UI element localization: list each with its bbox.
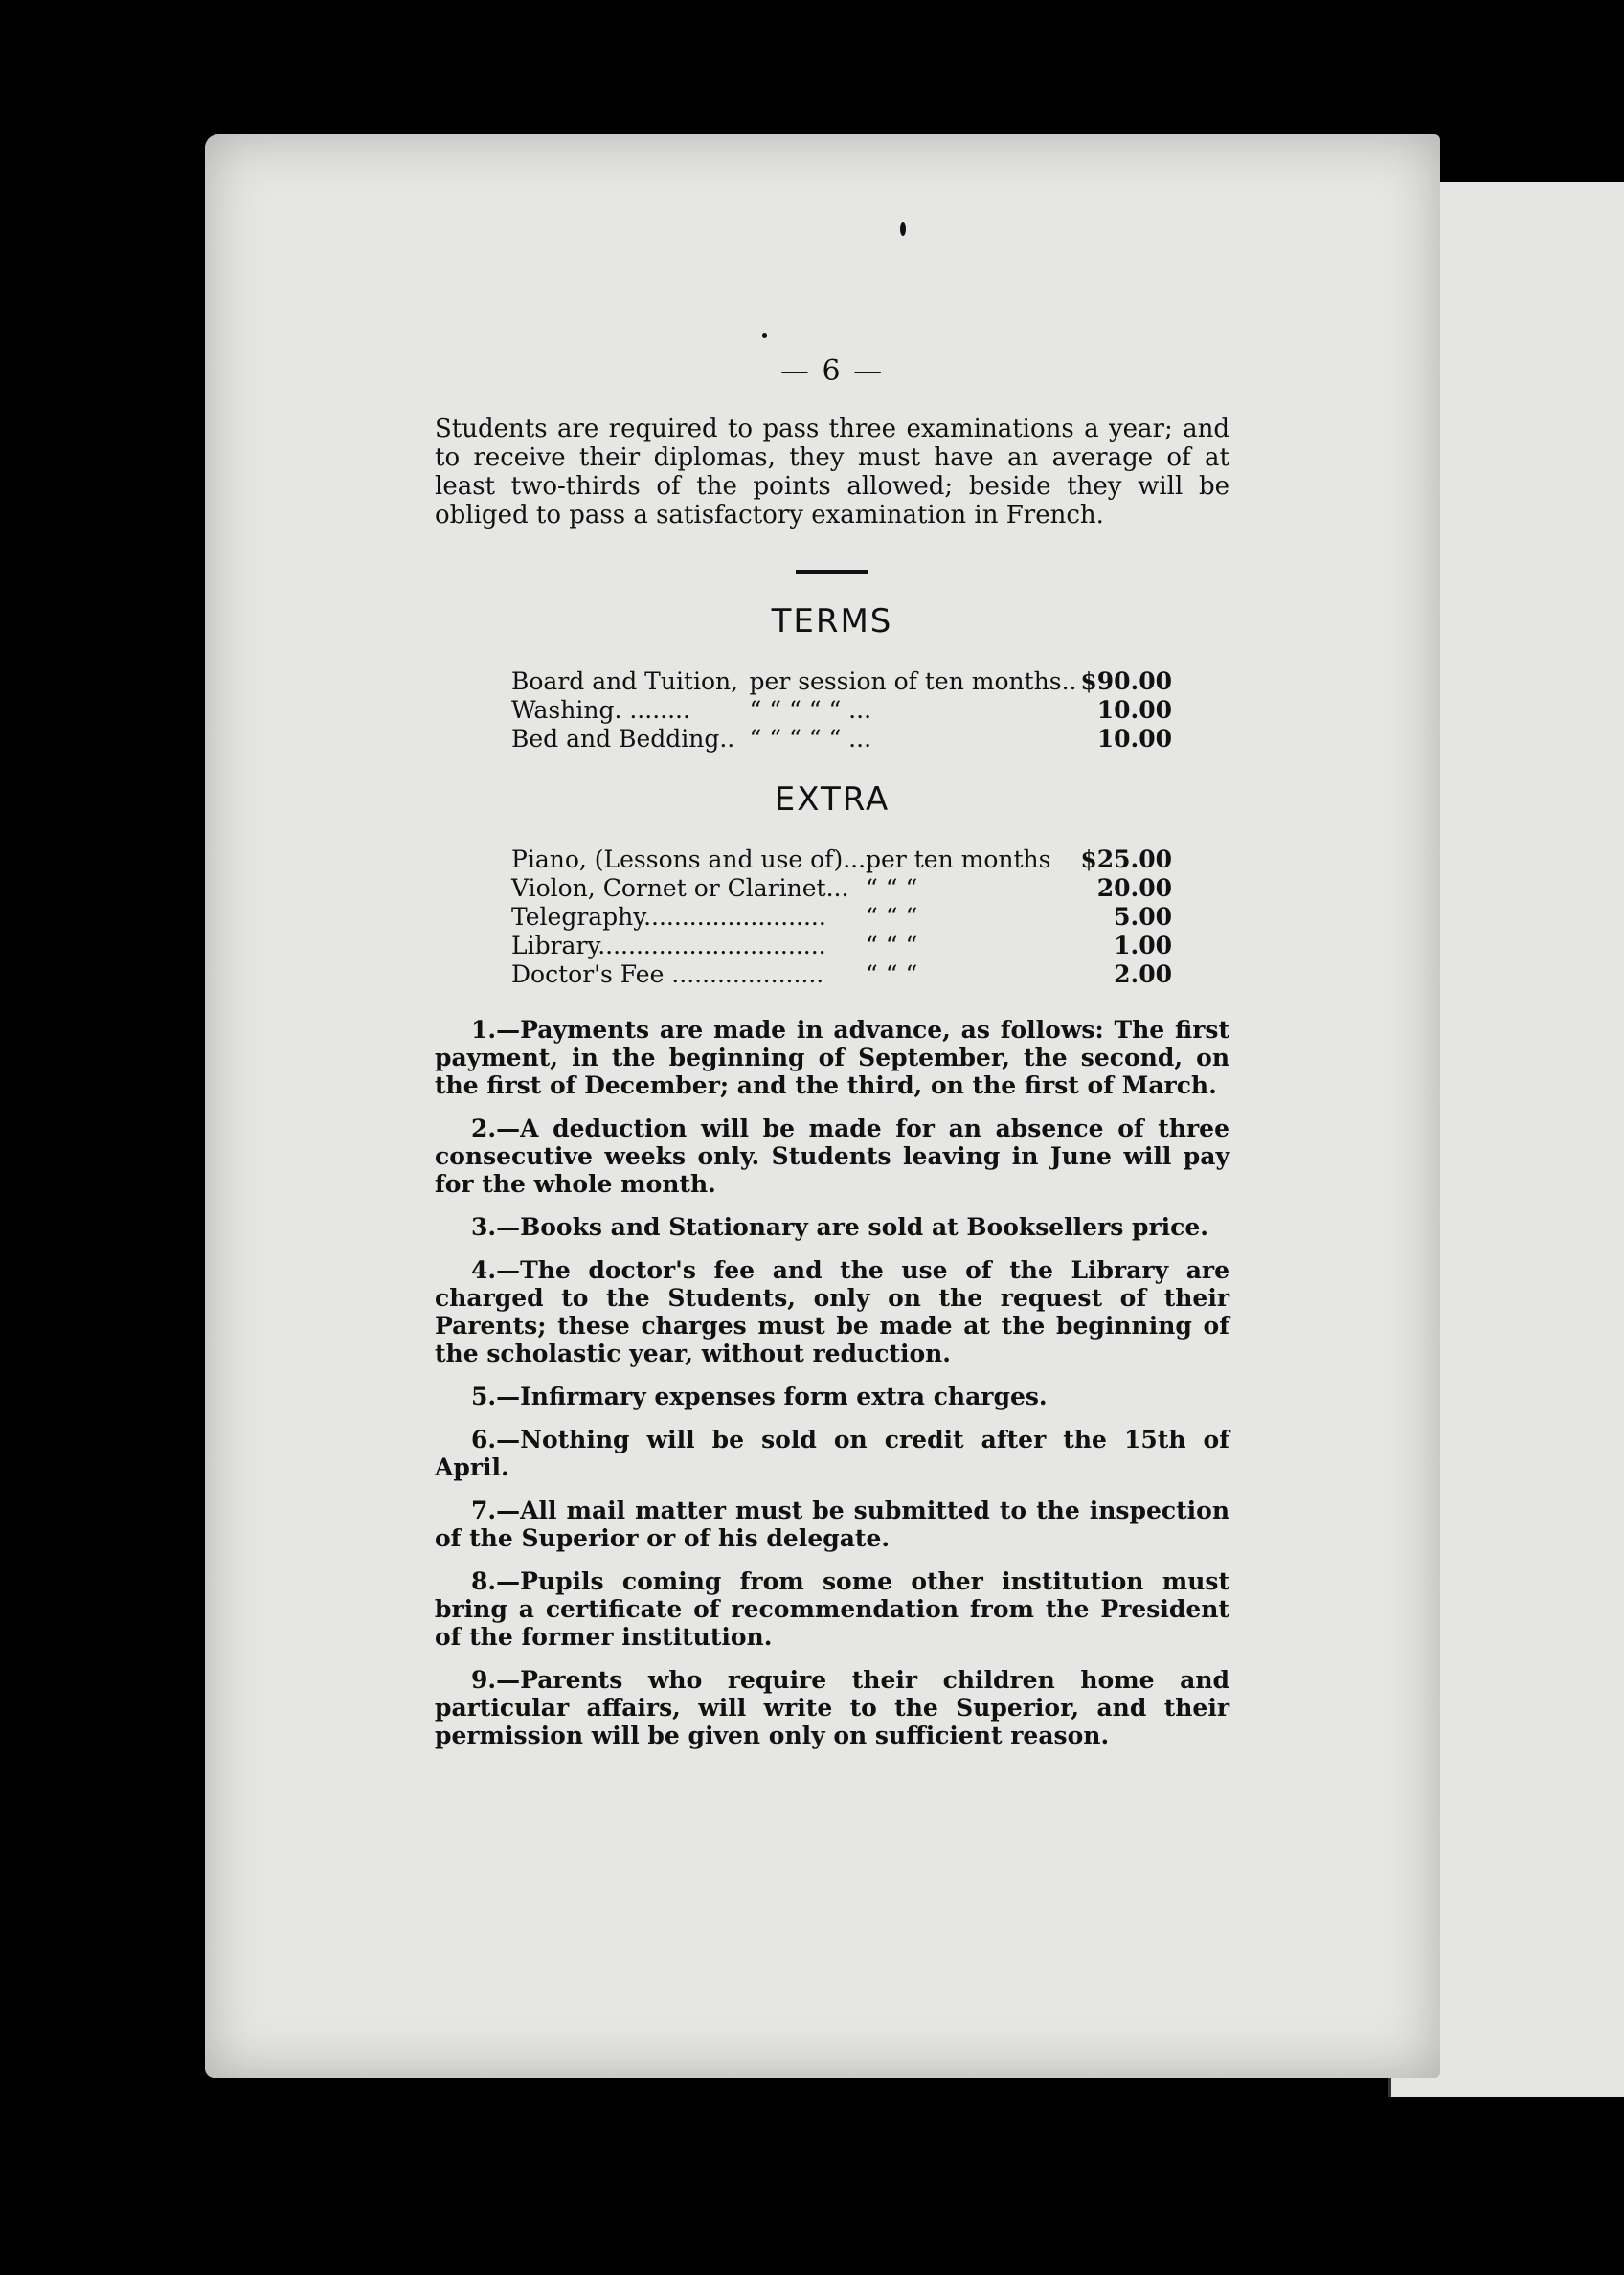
fee-item: Washing. ........ <box>511 696 690 724</box>
fee-item: Piano, (Lessons and use of)... <box>511 845 867 873</box>
table-row <box>511 667 1172 696</box>
ink-speck <box>762 333 767 338</box>
fee-amount: 10.00 <box>1096 696 1172 724</box>
terms-table <box>511 667 1172 754</box>
list-item: 9.—Parents who require their children home and particular affairs, will write to the Superior, and their permission will be given only on sufficient reason. <box>435 1666 1229 1749</box>
list-item: 7.—All mail matter must be submitted to the inspection of the Superior or of his delegate. <box>435 1497 1229 1552</box>
list-item: 2.—A deduction will be made for an absence of three consecutive weeks only. Students leaving in June will pay for the whole month. <box>435 1115 1229 1198</box>
table-row <box>511 725 1172 754</box>
fee-amount: 20.00 <box>1096 874 1172 902</box>
extra-heading: EXTRA <box>774 780 891 819</box>
fee-period: “ “ “ <box>866 874 918 902</box>
list-item: 6.—Nothing will be sold on credit after the 15th of April. <box>435 1426 1229 1481</box>
fee-period: per session of ten months.. <box>749 667 1077 695</box>
fee-amount: 1.00 <box>1114 932 1172 959</box>
fee-amount: 10.00 <box>1096 725 1172 753</box>
list-item: 1.—Payments are made in advance, as follows: The first payment, in the beginning of September, the second, on the first of December; and the third, on the first of March. <box>435 1016 1229 1099</box>
fee-item: Bed and Bedding.. <box>511 725 735 753</box>
fee-period: “ “ “ <box>866 932 918 959</box>
list-item: 3.—Books and Stationary are sold at Booksellers price. <box>471 1213 1209 1241</box>
list-item: 5.—Infirmary expenses form extra charges. <box>471 1383 1048 1410</box>
list-item: 4.—The doctor's fee and the use of the Library are charged to the Students, only on the request of their Parents; these charges must be made at the beginning of the scholastic year, without reduction. <box>435 1256 1229 1367</box>
terms-heading: TERMS <box>771 602 893 641</box>
table-row <box>511 903 1172 932</box>
fee-amount: 2.00 <box>1114 960 1172 988</box>
fee-period: “ “ “ “ “ ... <box>749 725 872 753</box>
table-row <box>511 932 1172 960</box>
ink-speck <box>900 222 906 236</box>
table-row <box>511 960 1172 989</box>
intro-paragraph: Students are required to pass three examinations a year; and to receive their diplomas, they must have an average of at least two-thirds of the points allowed; beside they will be obliged to pass a satisfactory examination in French. <box>435 415 1229 529</box>
extra-table <box>511 845 1172 989</box>
fee-amount: $90.00 <box>1080 667 1172 695</box>
list-item: 8.—Pupils coming from some other institution must bring a certificate of recommendation from the President of the former institution. <box>435 1567 1229 1651</box>
table-row <box>511 845 1172 874</box>
page-content <box>435 354 1229 1765</box>
rules-list <box>435 1016 1229 1749</box>
fee-amount: 5.00 <box>1114 903 1172 931</box>
section-divider <box>796 570 868 574</box>
table-row <box>511 696 1172 725</box>
fee-item: Doctor's Fee .................... <box>511 960 824 988</box>
fee-period: per ten months <box>866 845 1051 873</box>
fee-period: “ “ “ <box>866 903 918 931</box>
fee-item: Telegraphy........................ <box>511 903 826 931</box>
fee-amount: $25.00 <box>1080 845 1172 873</box>
fee-period: “ “ “ <box>866 960 918 988</box>
fee-item: Board and Tuition, <box>511 667 739 695</box>
page-number: — 6 — <box>779 354 885 388</box>
fee-item: Library.............................. <box>511 932 826 959</box>
fee-item: Violon, Cornet or Clarinet... <box>511 874 849 902</box>
table-row <box>511 874 1172 903</box>
fee-period: “ “ “ “ “ ... <box>749 696 872 724</box>
document-page <box>205 134 1440 2078</box>
